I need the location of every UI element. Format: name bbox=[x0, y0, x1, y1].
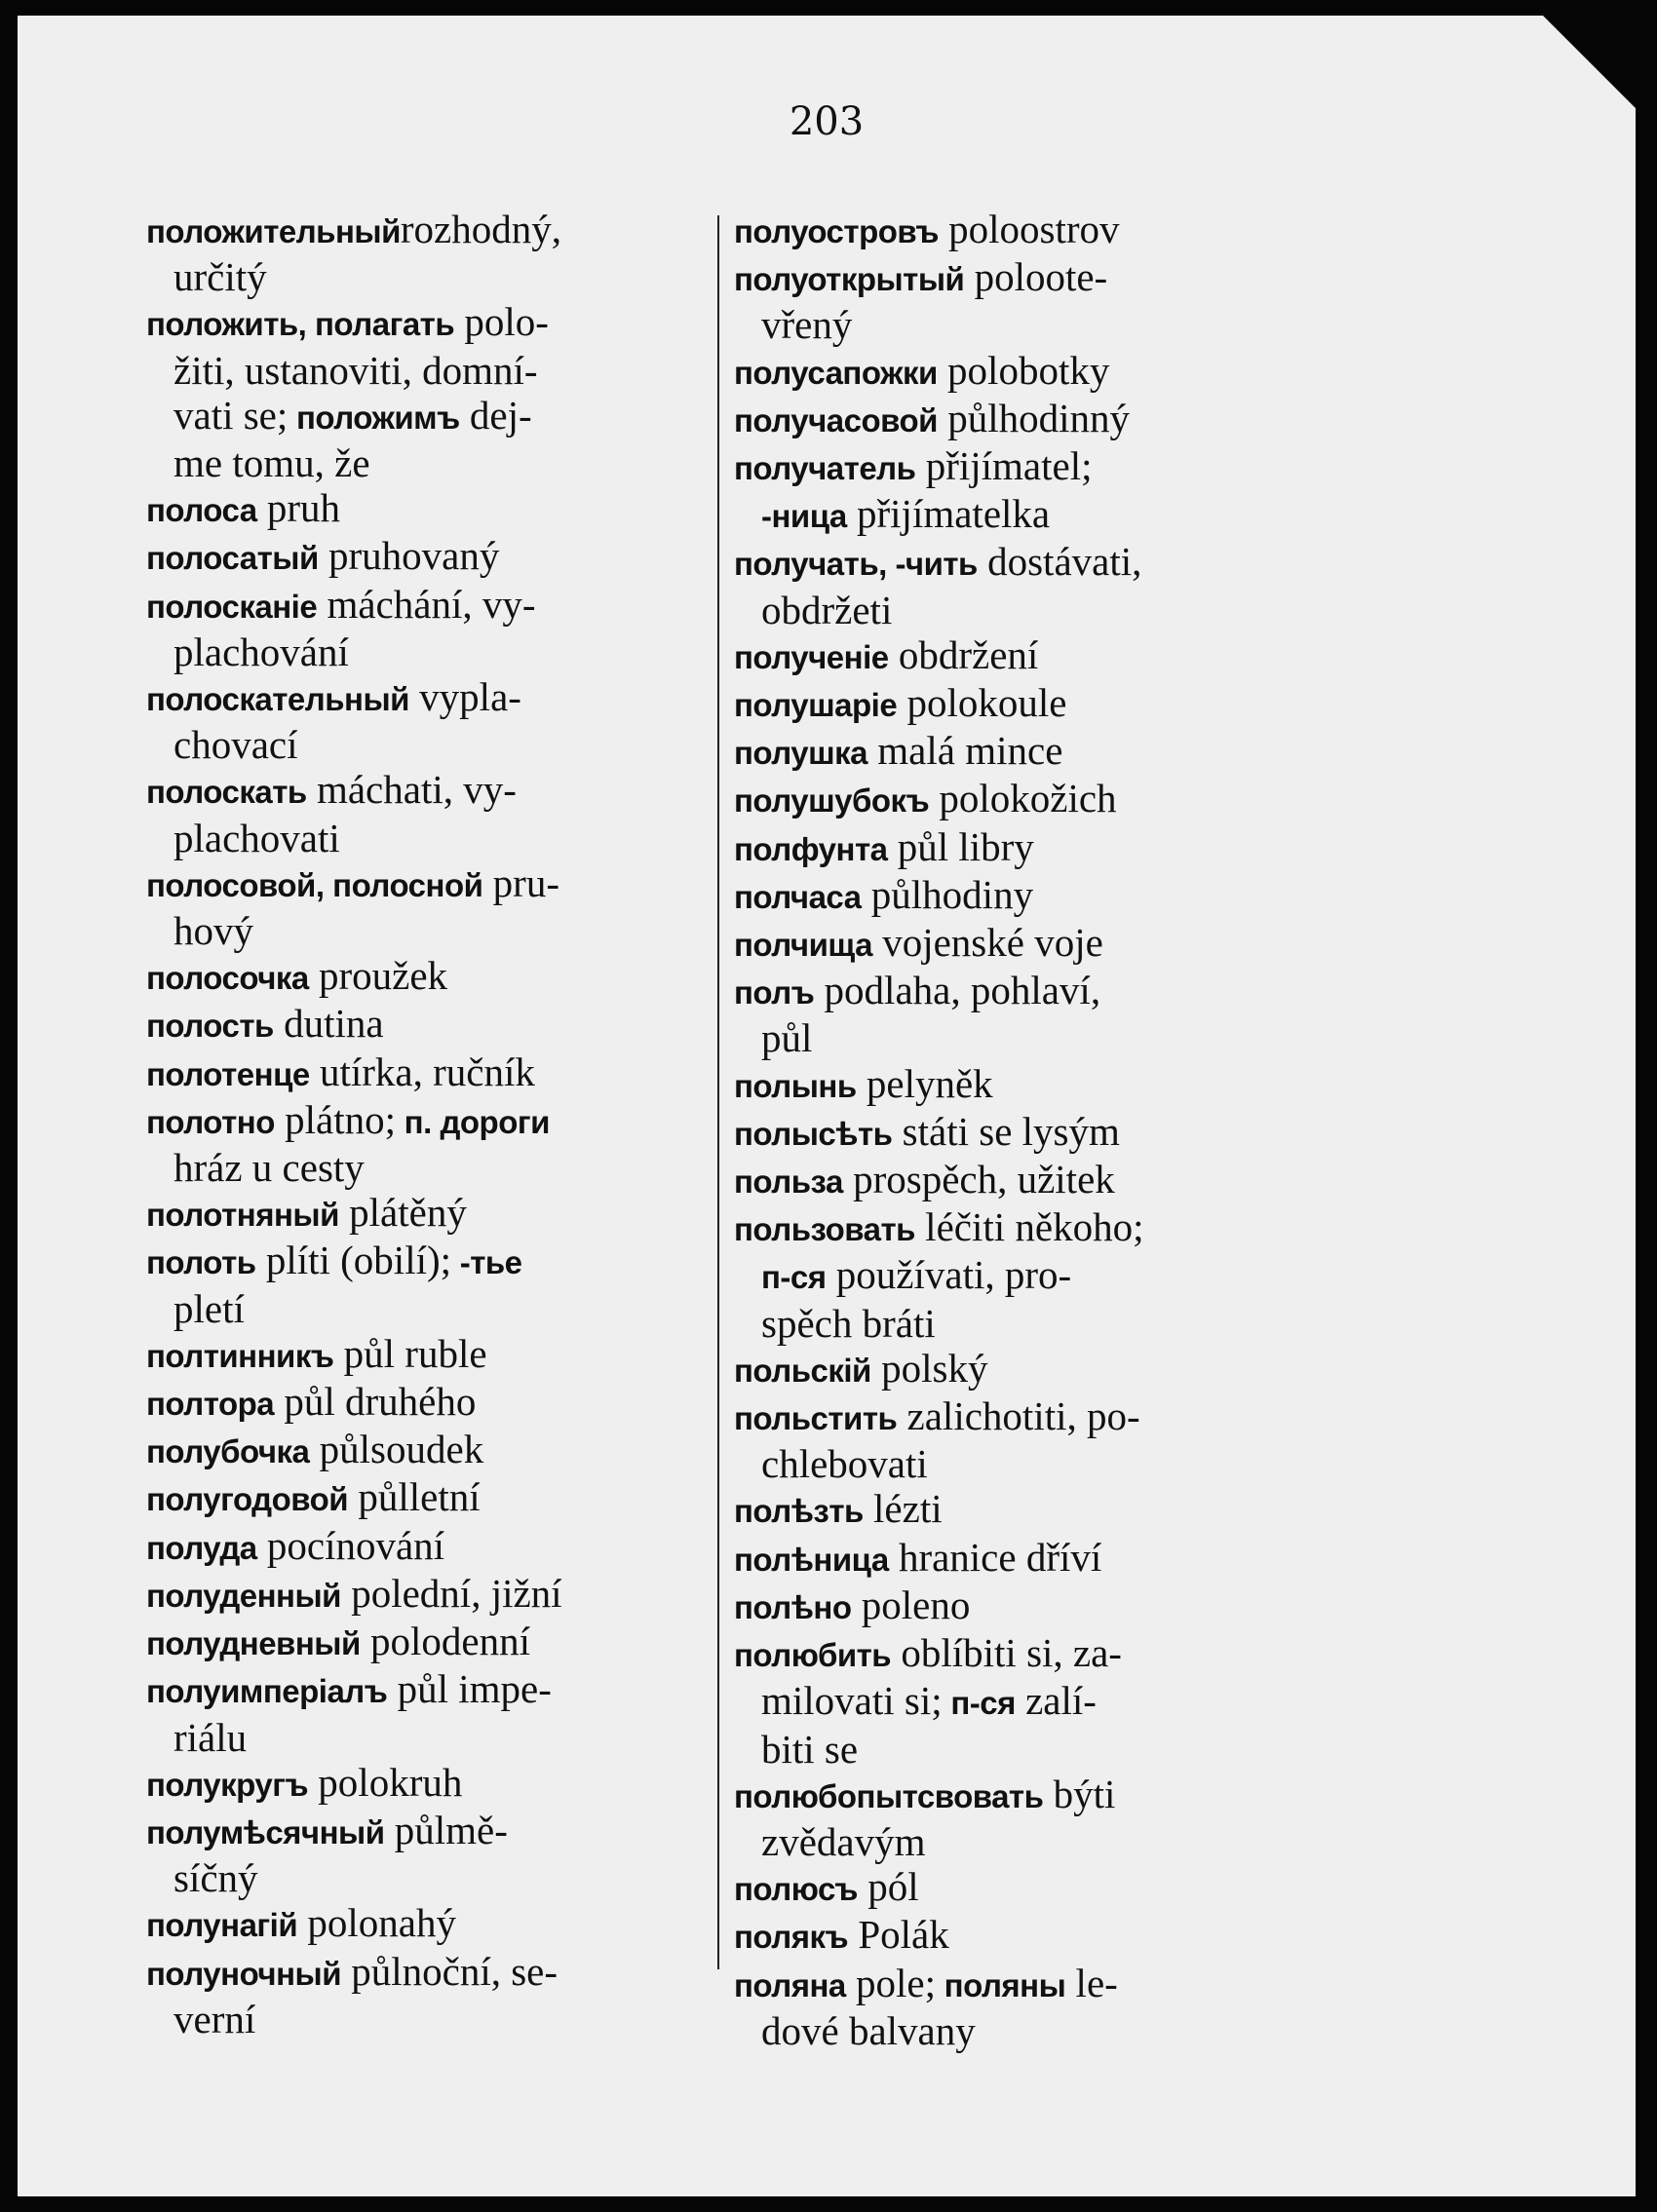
definition: prospěch, užitek bbox=[842, 1157, 1115, 1202]
dictionary-entry bbox=[734, 776, 1294, 823]
headword: польстить bbox=[734, 1400, 898, 1437]
headword: полѣница bbox=[734, 1541, 889, 1578]
entry-line bbox=[146, 1715, 705, 1760]
entry-line bbox=[734, 207, 1120, 251]
definition: plátěný bbox=[338, 1190, 467, 1236]
headword: полуостровъ bbox=[734, 213, 939, 249]
dictionary-entry bbox=[734, 1961, 1294, 2053]
dictionary-entry bbox=[734, 1157, 1294, 1204]
dictionary-entry bbox=[146, 1331, 705, 1379]
entry-line bbox=[734, 348, 1109, 393]
headword: полюбить bbox=[734, 1637, 892, 1674]
headword: -ница bbox=[761, 498, 847, 535]
entry-line bbox=[146, 1523, 444, 1568]
definition: státi se lysým bbox=[892, 1108, 1120, 1154]
definition: obdržeti bbox=[761, 587, 893, 632]
entry-line bbox=[734, 302, 1294, 347]
definition: obdržení bbox=[888, 631, 1039, 677]
definition: polodenní bbox=[360, 1619, 530, 1664]
definition: půlhodiny bbox=[861, 871, 1034, 917]
headword: полосовой, полосной bbox=[146, 866, 483, 903]
headword: полтинникъ bbox=[146, 1337, 334, 1374]
entry-line bbox=[734, 588, 1294, 632]
dictionary-entry bbox=[146, 860, 705, 953]
headword: полугодовой bbox=[146, 1481, 349, 1518]
entry-line bbox=[146, 908, 705, 953]
dictionary-entry bbox=[734, 1912, 1294, 1960]
dictionary-entry bbox=[146, 1571, 705, 1619]
dictionary-entry bbox=[146, 1523, 705, 1571]
entry-line bbox=[734, 632, 1038, 677]
dictionary-entry bbox=[146, 1474, 705, 1522]
definition: polokožich bbox=[929, 776, 1117, 821]
headword: полюсъ bbox=[734, 1871, 858, 1908]
headword: полуда bbox=[146, 1529, 257, 1566]
definition: polský bbox=[870, 1345, 988, 1391]
dictionary-entry bbox=[146, 207, 705, 299]
dictionary-entry bbox=[146, 533, 705, 581]
definition: plachovati bbox=[173, 815, 340, 860]
torn-corner bbox=[1543, 16, 1636, 108]
entry-line bbox=[146, 1997, 705, 2041]
headword: п-ся bbox=[761, 1259, 827, 1296]
headword: полоскать bbox=[146, 774, 307, 811]
headword: полтора bbox=[146, 1386, 275, 1423]
entry-line bbox=[146, 860, 559, 905]
definition: pru- bbox=[482, 859, 559, 905]
definition: poloote- bbox=[964, 254, 1108, 300]
dictionary-entry bbox=[146, 1666, 705, 1759]
definition: plíti (obilí); bbox=[255, 1238, 452, 1283]
definition: vřený bbox=[761, 302, 853, 348]
headword: полоть bbox=[146, 1244, 256, 1281]
entry-line bbox=[146, 582, 535, 627]
entry-line bbox=[734, 824, 1034, 869]
definition: vojenské voje bbox=[871, 920, 1103, 966]
definition: zvědavým bbox=[761, 1818, 926, 1864]
definition: dutina bbox=[273, 1001, 384, 1047]
entry-line bbox=[734, 728, 1062, 773]
entry-line bbox=[146, 722, 705, 767]
dictionary-entry bbox=[734, 1864, 1294, 1912]
entry-line bbox=[734, 1535, 1101, 1580]
entry-line bbox=[146, 1949, 558, 1994]
entry-line bbox=[146, 533, 499, 578]
dictionary-entry bbox=[734, 824, 1294, 872]
definition: malá mince bbox=[867, 728, 1063, 774]
definition: polokoule bbox=[897, 680, 1067, 726]
headword: полумѣсячный bbox=[146, 1813, 385, 1850]
entry-line bbox=[146, 299, 549, 344]
entry-line bbox=[146, 254, 705, 299]
definition: oblíbiti si, za- bbox=[891, 1630, 1122, 1676]
headword: получасовой bbox=[734, 401, 938, 439]
entry-line bbox=[146, 1097, 550, 1142]
definition: zalí- bbox=[1015, 1678, 1097, 1724]
entry-line bbox=[146, 393, 705, 440]
entry-line bbox=[734, 1157, 1115, 1201]
dictionary-entry bbox=[734, 1535, 1294, 1583]
headword: п. дороги bbox=[396, 1103, 550, 1140]
definition: polo- bbox=[454, 299, 549, 345]
definition: půl bbox=[761, 1015, 813, 1061]
headword: полуденный bbox=[146, 1577, 341, 1614]
definition: podlaha, pohlaví, bbox=[814, 968, 1101, 1013]
definition: plátno; bbox=[274, 1096, 397, 1142]
definition: hranice dříví bbox=[888, 1534, 1102, 1580]
dictionary-entry bbox=[734, 872, 1294, 920]
definition: určitý bbox=[173, 254, 267, 300]
dictionary-entry bbox=[734, 1393, 1294, 1486]
entry-line bbox=[146, 674, 521, 719]
entry-line bbox=[734, 1864, 919, 1909]
dictionary-entry bbox=[734, 1346, 1294, 1393]
dictionary-entry bbox=[146, 1049, 705, 1097]
entry-line bbox=[734, 680, 1066, 725]
headword: полуимперіалъ bbox=[146, 1673, 388, 1710]
dictionary-page bbox=[18, 16, 1636, 2196]
headword: полюбопытсвовать bbox=[734, 1777, 1044, 1814]
headword: польза bbox=[734, 1163, 843, 1201]
headword: положить, полагать bbox=[146, 306, 455, 343]
headword: полотняный bbox=[146, 1197, 339, 1234]
definition: dové balvany bbox=[761, 2007, 976, 2053]
dictionary-entry bbox=[146, 1379, 705, 1427]
definition: používati, pro- bbox=[826, 1252, 1072, 1298]
dictionary-entry bbox=[734, 1772, 1294, 1864]
headword: польскій bbox=[734, 1352, 871, 1389]
definition: hráz u cesty bbox=[173, 1145, 365, 1191]
definition: vati se; bbox=[173, 392, 289, 438]
entry-line bbox=[146, 1238, 522, 1282]
definition: poloostrov bbox=[938, 207, 1120, 251]
entry-line bbox=[734, 1912, 949, 1957]
entry-line bbox=[146, 767, 517, 812]
headword: полукругъ bbox=[146, 1766, 309, 1803]
definition: zalichotiti, po- bbox=[897, 1393, 1140, 1439]
headword: положимъ bbox=[288, 399, 460, 436]
entry-line bbox=[146, 207, 561, 251]
definition: biti se bbox=[761, 1726, 859, 1772]
entry-line bbox=[734, 1109, 1120, 1154]
definition: půl ruble bbox=[333, 1330, 487, 1376]
entry-line bbox=[146, 1760, 462, 1805]
definition: pole; bbox=[845, 1960, 937, 2005]
dictionary-entry bbox=[146, 1949, 705, 2041]
entry-line bbox=[734, 1393, 1140, 1438]
headword: полосатый bbox=[146, 540, 319, 577]
definition: polední, jižní bbox=[340, 1570, 562, 1616]
entry-line bbox=[734, 443, 1092, 488]
headword: полчища bbox=[734, 927, 872, 964]
definition: polonahý bbox=[297, 1900, 456, 1946]
entry-line bbox=[734, 1727, 1294, 1772]
definition: lézti bbox=[863, 1486, 943, 1532]
entry-line bbox=[734, 1061, 993, 1106]
dictionary-entry bbox=[734, 443, 1294, 539]
dictionary-entry bbox=[734, 1630, 1294, 1772]
definition: me tomu, že bbox=[173, 440, 370, 486]
dictionary-entry bbox=[146, 674, 705, 767]
headword: полушка bbox=[734, 735, 868, 772]
dictionary-entry bbox=[734, 207, 1294, 254]
definition: síčný bbox=[173, 1855, 258, 1901]
definition: utírka, ručník bbox=[309, 1049, 535, 1094]
dictionary-entry bbox=[734, 396, 1294, 443]
headword: полоса bbox=[146, 492, 257, 529]
dictionary-entry bbox=[146, 1900, 705, 1948]
entry-line bbox=[734, 1346, 987, 1391]
dictionary-entry bbox=[734, 1204, 1294, 1346]
definition: dej- bbox=[459, 392, 532, 438]
headword: получать, -чить bbox=[734, 546, 978, 583]
definition: půlhodinný bbox=[937, 395, 1131, 440]
headword: полубочка bbox=[146, 1433, 310, 1470]
definition: polokruh bbox=[308, 1759, 463, 1805]
page-number: 203 bbox=[789, 99, 865, 144]
dictionary-entry bbox=[146, 1619, 705, 1666]
entry-line bbox=[146, 1474, 481, 1519]
dictionary-entry bbox=[734, 1583, 1294, 1630]
dictionary-entry bbox=[734, 632, 1294, 680]
entry-line bbox=[734, 1772, 1115, 1816]
headword: полъ bbox=[734, 974, 815, 1011]
entry-line bbox=[146, 1001, 384, 1046]
definition: půlmě- bbox=[384, 1807, 508, 1852]
entry-line bbox=[146, 1145, 705, 1190]
definition: pocínování bbox=[256, 1522, 445, 1568]
definition: spěch bráti bbox=[761, 1300, 936, 1346]
headword: поляны bbox=[936, 1966, 1066, 2003]
definition: chovací bbox=[173, 722, 298, 768]
dictionary-entry bbox=[734, 968, 1294, 1060]
entry-line bbox=[734, 1252, 1294, 1300]
dictionary-entry bbox=[146, 1190, 705, 1238]
definition: proužek bbox=[308, 953, 448, 999]
definition: plachování bbox=[173, 629, 349, 674]
dictionary-entry bbox=[146, 767, 705, 859]
headword: получатель bbox=[734, 450, 916, 487]
definition: dostávati, bbox=[977, 539, 1142, 585]
entry-line bbox=[146, 1808, 508, 1852]
entry-line bbox=[146, 1571, 562, 1616]
definition: půlsoudek bbox=[309, 1427, 484, 1472]
entry-line bbox=[734, 1819, 1294, 1864]
definition: půlnoční, se- bbox=[340, 1948, 559, 1994]
headword: полынь bbox=[734, 1067, 857, 1104]
entry-line bbox=[146, 1666, 552, 1711]
definition: hový bbox=[173, 908, 253, 954]
entry-line bbox=[734, 491, 1294, 539]
definition: pelyněk bbox=[856, 1060, 993, 1106]
entry-line bbox=[146, 953, 447, 998]
entry-line bbox=[734, 539, 1141, 584]
headword: полчаса bbox=[734, 878, 862, 915]
headword: полотенце bbox=[146, 1055, 310, 1092]
dictionary-entry bbox=[146, 1808, 705, 1900]
headword: полученіе bbox=[734, 638, 889, 675]
definition: pruhovaný bbox=[318, 533, 500, 579]
dictionary-entry bbox=[146, 953, 705, 1001]
definition: máchati, vy- bbox=[306, 767, 517, 813]
entry-line bbox=[734, 1630, 1122, 1675]
definition: riálu bbox=[173, 1714, 248, 1760]
entry-line bbox=[734, 2008, 1294, 2053]
entry-line bbox=[734, 1678, 1294, 1726]
entry-line bbox=[146, 1855, 705, 1900]
headword: полость bbox=[146, 1008, 274, 1045]
dictionary-entry bbox=[146, 1760, 705, 1808]
definition: rozhodný, bbox=[400, 207, 561, 251]
definition: býti bbox=[1043, 1771, 1116, 1816]
entry-line bbox=[146, 1286, 705, 1331]
headword: полысѣть bbox=[734, 1115, 893, 1152]
headword: полушубокъ bbox=[734, 782, 930, 820]
dictionary-entry bbox=[146, 1097, 705, 1190]
definition: milovati si; bbox=[761, 1678, 943, 1724]
entry-line bbox=[734, 396, 1130, 440]
dictionary-entry bbox=[146, 1427, 705, 1474]
headword: полушаріе bbox=[734, 687, 898, 724]
column-divider bbox=[717, 215, 719, 1969]
headword: пользовать bbox=[734, 1211, 915, 1248]
headword: полѣзть bbox=[734, 1493, 864, 1530]
dictionary-entry bbox=[146, 299, 705, 485]
definition: máchání, vy- bbox=[317, 581, 536, 627]
definition: Polák bbox=[848, 1912, 949, 1958]
headword: полякъ bbox=[734, 1919, 849, 1956]
definition: půl druhého bbox=[274, 1379, 477, 1425]
dictionary-entry bbox=[734, 254, 1294, 347]
headword: полудневный bbox=[146, 1625, 361, 1662]
headword: полусапожки bbox=[734, 354, 938, 391]
headword: положительный bbox=[146, 213, 401, 249]
definition: žiti, ustanoviti, domní- bbox=[173, 347, 538, 393]
entry-line bbox=[734, 1204, 1143, 1249]
left-column bbox=[146, 207, 705, 2041]
definition: vypla- bbox=[408, 674, 521, 720]
entry-line bbox=[146, 1427, 483, 1471]
dictionary-entry bbox=[734, 728, 1294, 776]
dictionary-entry bbox=[734, 680, 1294, 728]
headword: полотно bbox=[146, 1103, 275, 1140]
entry-line bbox=[734, 1301, 1294, 1346]
entry-line bbox=[146, 1331, 487, 1376]
entry-line bbox=[734, 1015, 1294, 1060]
headword: полфунта bbox=[734, 830, 888, 867]
headword: п-ся bbox=[942, 1685, 1016, 1722]
entry-line bbox=[734, 1961, 1118, 2005]
definition: přijímatel; bbox=[915, 443, 1093, 489]
headword: полунагій bbox=[146, 1907, 298, 1944]
dictionary-entry bbox=[734, 348, 1294, 396]
definition: le- bbox=[1065, 1960, 1118, 2005]
entry-line bbox=[734, 920, 1103, 965]
dictionary-entry bbox=[146, 1001, 705, 1049]
headword: полоскательный bbox=[146, 681, 409, 718]
dictionary-entry bbox=[734, 920, 1294, 968]
dictionary-entry bbox=[734, 1486, 1294, 1534]
dictionary-entry bbox=[146, 1238, 705, 1330]
headword: полосканіе bbox=[146, 588, 318, 625]
headword: полуночный bbox=[146, 1955, 341, 1992]
entry-line bbox=[734, 1441, 1294, 1486]
entry-line bbox=[146, 1900, 456, 1945]
entry-line bbox=[734, 1486, 943, 1531]
definition: půl libry bbox=[887, 823, 1034, 869]
dictionary-entry bbox=[734, 1061, 1294, 1109]
definition: pól bbox=[857, 1864, 919, 1910]
dictionary-entry bbox=[734, 539, 1294, 631]
definition: pletí bbox=[173, 1285, 245, 1331]
dictionary-entry bbox=[734, 1109, 1294, 1157]
entry-line bbox=[146, 440, 705, 485]
entry-line bbox=[146, 485, 340, 530]
definition: verní bbox=[173, 1996, 256, 2041]
definition: léčiti někoho; bbox=[914, 1204, 1144, 1250]
entry-line bbox=[146, 348, 705, 393]
definition: půl impe- bbox=[387, 1666, 552, 1712]
headword: -тье bbox=[451, 1244, 522, 1281]
entry-line bbox=[146, 816, 705, 860]
entry-line bbox=[146, 1049, 535, 1094]
definition: přijímatelka bbox=[846, 491, 1051, 537]
definition: polobotky bbox=[937, 347, 1110, 393]
entry-line bbox=[146, 1379, 476, 1424]
entry-line bbox=[146, 629, 705, 674]
definition: půlletní bbox=[348, 1474, 481, 1520]
entry-line bbox=[146, 1190, 467, 1235]
headword: полѣно bbox=[734, 1588, 852, 1625]
entry-line bbox=[734, 1583, 970, 1627]
entry-line bbox=[146, 1619, 530, 1663]
definition: pruh bbox=[256, 485, 341, 531]
dictionary-entry bbox=[146, 485, 705, 533]
entry-line bbox=[734, 776, 1117, 820]
definition: chlebovati bbox=[761, 1441, 928, 1487]
entry-line bbox=[734, 968, 1100, 1012]
right-column bbox=[734, 207, 1294, 2053]
definition: poleno bbox=[851, 1582, 971, 1627]
headword: поляна bbox=[734, 1966, 846, 2003]
headword: полосочка bbox=[146, 960, 309, 997]
entry-line bbox=[734, 872, 1033, 917]
headword: полуоткрытый bbox=[734, 261, 965, 298]
dictionary-entry bbox=[146, 582, 705, 674]
entry-line bbox=[734, 254, 1107, 299]
